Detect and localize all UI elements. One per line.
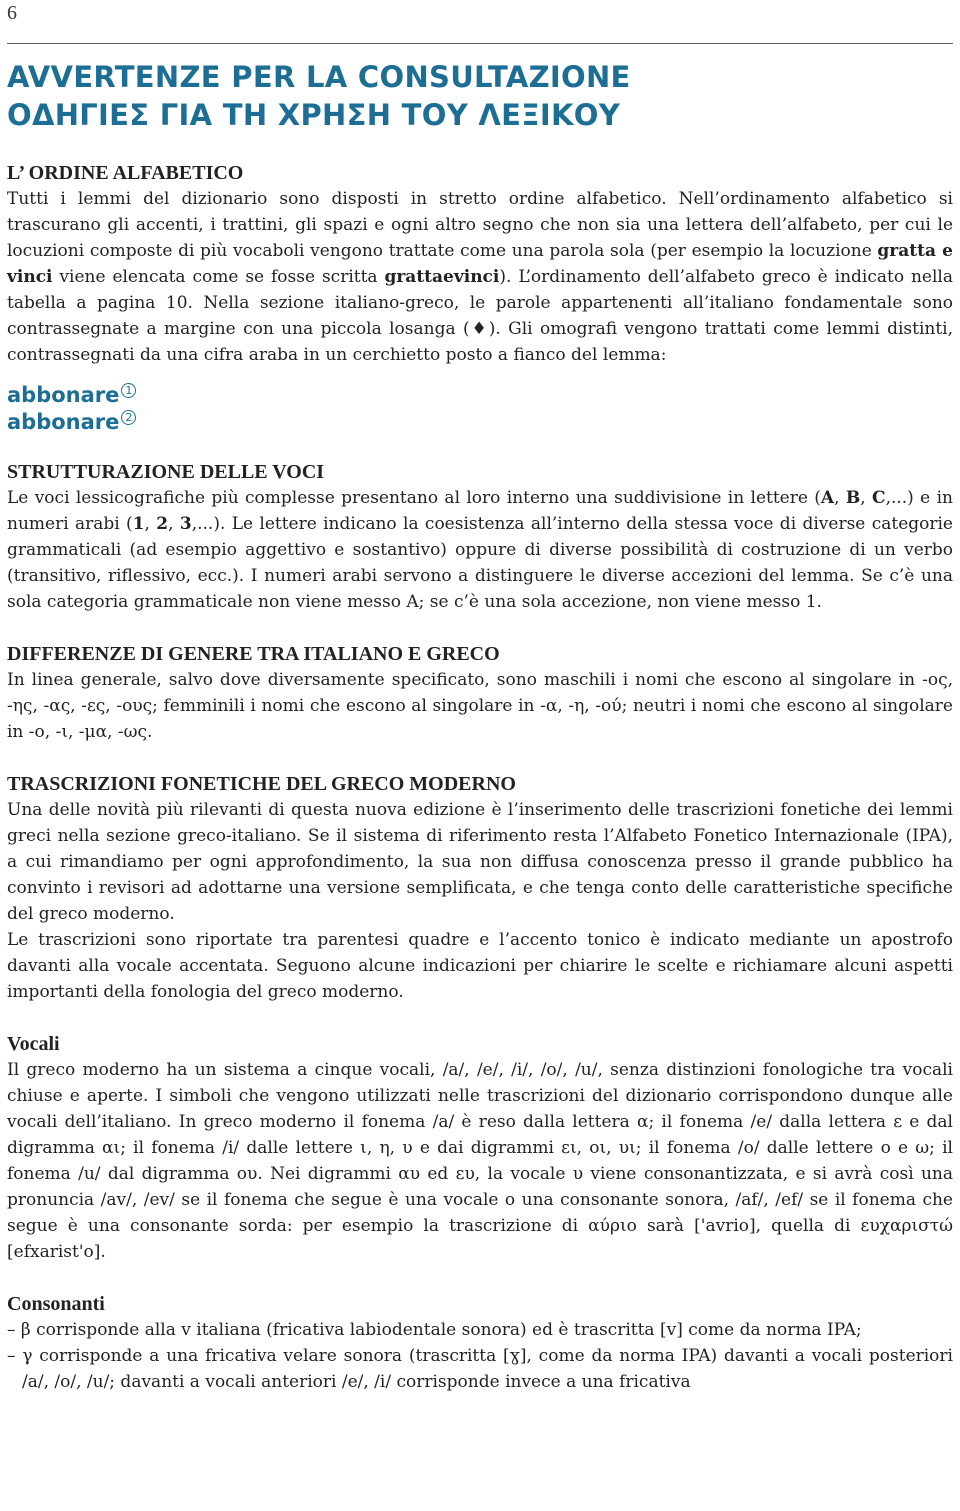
section-strutturazione xyxy=(7,459,953,615)
page-number: 6 xyxy=(7,2,17,24)
lemma-examples xyxy=(7,382,953,436)
paragraph: Il greco moderno ha un sistema a cinque vocali, /a/, /e/, /i/, /o/, /u/, senza distinzioni fonologiche tra vocali chiuse e aperte. I simboli che vengono utilizzati nelle trascrizioni del dizionario corrispondono dunque alle vocali dell’italiano. In greco moderno il fonema /a/ è reso dalla lettera α; il fonema /e/ dalla lettera ε e dal digramma αι; il fonema /i/ dalle lettere ι, η, υ e dai digrammi ει, οι, υι; il fonema /o/ dalle lettere ο e ω; il fonema /u/ dal digramma ου. Nei digrammi αυ ed ευ, la vocale υ viene consonantizzata, e si avrà così una pronuncia /av/, /ev/ se il fonema che segue è una vocale o una consonante sonora, /af/, /ef/ se il fonema che segue è una consonante sorda: per esempio la trascrizione di αύριο sarà ['avrio], quella di ευχαριστώ [efxarist'o]. xyxy=(7,1060,953,1262)
section-genere xyxy=(7,641,953,745)
list-item: – β corrisponde alla v italiana (fricativa labiodentale sonora) ed è trascritta [v] come da norma IPA; xyxy=(7,1320,862,1340)
list-item: – γ corrisponde a una fricativa velare sonora (trascritta [ɣ], come da norma IPA) davanti a vocali posteriori /a/, /o/, /u/; davanti a vocali anteriori /e/, /i/ corrisponde invece a una fricativa xyxy=(7,1346,953,1392)
example-term: gratta e vinci xyxy=(7,241,953,287)
header-rule xyxy=(7,43,953,44)
section-heading: DIFFERENZE DI GENERE TRA ITALIANO E GRECO xyxy=(7,643,500,665)
section-trascrizioni xyxy=(7,771,953,1005)
lemma-example: abbonare 1 xyxy=(7,382,953,409)
section-vocali xyxy=(7,1031,953,1265)
section-consonanti xyxy=(7,1291,953,1395)
title-greek: ΟΔΗΓΙΕΣ ΓΙΑ ΤΗ ΧΡΗΣΗ ΤΟΥ ΛΕΞΙΚΟΥ xyxy=(7,98,620,132)
circled-number-icon: 2 xyxy=(121,410,136,425)
title-italian: AVVERTENZE PER LA CONSULTAZIONE xyxy=(7,60,631,94)
subsection-heading: Vocali xyxy=(7,1033,60,1055)
page-content xyxy=(7,58,953,1395)
paragraph: Le voci lessicografiche più complesse presentano al loro interno una suddivisione in lettere (A, B, C,...) e in numeri arabi (1, 2, 3,...). Le lettere indicano la coesistenza all’interno della stessa voce di diverse categorie grammaticali (ad esempio aggettivo e sostantivo) oppure di diverse possibilità di costruzione di un verbo (transitivo, riflessivo, ecc.). I numeri arabi servono a distinguere le diverse accezioni del lemma. Se c’è una sola categoria grammaticale non viene messo A; se c’è una sola accezione, non viene messo 1. xyxy=(7,488,953,612)
paragraph: Tutti i lemmi del dizionario sono disposti in stretto ordine alfabetico. Nell’ordinamento alfabetico si trascurano gli accenti, i trattini, gli spazi e ogni altro segno che non sia una lettera dell’alfabeto, per cui le locuzioni composte di più vocaboli vengono trattate come una parola sola (per esempio la locuzione gratta e vinci viene elencata come se fosse scritta grattaevinci). L’ordinamento dell’alfabeto greco è indicato nella tabella a pagina 10. Nella sezione italiano-greco, le parole appartenenti all’italiano fondamentale sono contrassegnate a margine con una piccola losanga (♦). Gli omografi vengono trattati come lemmi distinti, contrassegnati da una cifra araba in un cerchietto posto a fianco del lemma: xyxy=(7,189,953,365)
paragraph: In linea generale, salvo dove diversamente specificato, sono maschili i nomi che escono al singolare in -ος, -ης, -ας, -ες, -ους; femminili i nomi che escono al singolare in -α, -η, -ού; neutri i nomi che escono al singolare in -ο, -ι, -μα, -ως. xyxy=(7,670,953,742)
section-ordine-alfabetico xyxy=(7,160,953,436)
section-heading: STRUTTURAZIONE DELLE VOCI xyxy=(7,461,325,483)
circled-number-icon: 1 xyxy=(121,383,136,398)
example-term: grattaevinci xyxy=(384,267,500,287)
paragraph: Una delle novità più rilevanti di questa nuova edizione è l’inserimento delle trascrizioni fonetiche dei lemmi greci nella sezione greco-italiano. Se il sistema di riferimento resta l’Alfabeto Fonetico Internazionale (IPA), a cui rimandiamo per ogni approfondimento, la sua non diffusa conoscenza presso il grande pubblico ha convinto i revisori ad adottarne una versione semplificata, e che tenga conto delle caratteristiche specifiche del greco moderno. xyxy=(7,800,953,924)
subsection-heading: Consonanti xyxy=(7,1293,105,1315)
section-heading: L’ ORDINE ALFABETICO xyxy=(7,162,244,184)
paragraph: Le trascrizioni sono riportate tra parentesi quadre e l’accento tonico è indicato mediante un apostrofo davanti alla vocale accentata. Seguono alcune indicazioni per chiarire le scelte e richiamare alcuni aspetti importanti della fonologia del greco moderno. xyxy=(7,930,953,1002)
lemma-example: abbonare 2 xyxy=(7,409,953,436)
section-heading: TRASCRIZIONI FONETICHE DEL GRECO MODERNO xyxy=(7,773,516,795)
